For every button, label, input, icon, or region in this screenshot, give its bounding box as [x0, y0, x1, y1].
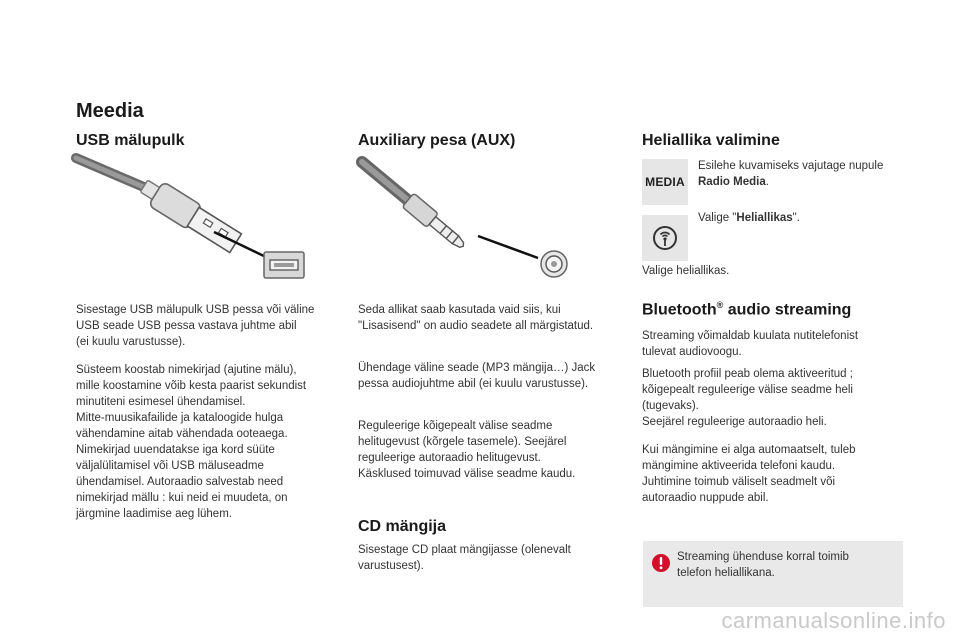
usb-paragraph-2: Süsteem koostab nimekirjad (ajutine mälu), mille koostamine võib kesta paarist sekundist minutiteni esimesel ühendamisel. Mitte-muusikafailide ja kataloogide hulga vähendamine aitab vähendada ooteaega. Nimekirjad uuendatakse iga kord süüte väljalülitamisel või USB mäluseadme ühendamisel. Autoraadio salvestab need nimekirjad mällu : kui neid ei muudeta, on järgmine laadimise aeg lühem.	[76, 364, 307, 520]
note-box	[643, 541, 903, 607]
aux-paragraph-1: Seda allikat saab kasutada vaid siis, kui "Lisasisend" on audio seadete all märgistatud.	[358, 304, 594, 332]
source-step-1: Esilehe kuvamiseks vajutage nupule Radio Media.	[698, 160, 884, 188]
aux-heading: Auxiliary pesa (AUX)	[358, 132, 516, 149]
page-title: Meedia	[76, 100, 144, 122]
media-button: MEDIA	[642, 159, 688, 205]
source-step-3: Valige heliallikas.	[642, 265, 730, 277]
bluetooth-paragraph-3: Kui mängimine ei alga automaatselt, tuleb mängimine aktiveerida telefoni kaudu. Juhtimine toimub väliselt seadmelt või autoraadio nuppude abil.	[642, 444, 856, 504]
cd-heading: CD mängija	[358, 518, 447, 535]
aux-paragraph-2: Ühendage väline seade (MP3 mängija…) Jack pessa audiojuhtme abil (ei kuulu varustusse).	[358, 362, 596, 390]
source-heading: Heliallika valimine	[642, 132, 780, 149]
note-text: Streaming ühenduse korral toimib telefon heliallikana.	[677, 551, 849, 579]
bluetooth-paragraph-2: Bluetooth profiil peab olema aktiveeritud ; kõigepealt reguleerige välise seadme heli (tugevaks). Seejärel reguleerige autoraadio heli.	[642, 368, 853, 428]
bluetooth-paragraph-1: Streaming võimaldab kuulata nutitelefonist tulevat audiovoogu.	[642, 330, 859, 358]
aux-paragraph-3: Reguleerige kõigepealt välise seadme helitugevust (kõrgele tasemele). Seejärel reguleerige autoraadio helitugevust. Käsklused toimuvad välise seadme kaudu.	[358, 420, 576, 480]
source-step-2: Valige "Heliallikas".	[698, 212, 800, 224]
watermark: carmanualsonline.info	[721, 608, 946, 633]
usb-illustration	[76, 150, 316, 285]
aux-jack-illustration	[358, 152, 588, 282]
cd-paragraph: Sisestage CD plaat mängijasse (olenevalt varustusest).	[358, 544, 571, 572]
usb-heading: USB mälupulk	[76, 132, 185, 149]
radio-source-button	[642, 215, 688, 261]
radio-source-icon	[651, 224, 679, 252]
warning-icon	[651, 553, 671, 573]
usb-paragraph-1: Sisestage USB mälupulk USB pessa või väline USB seade USB pessa vastava juhtme abil (ei kuulu varustusse).	[76, 304, 315, 348]
bluetooth-heading: Bluetooth® audio streaming	[642, 300, 852, 319]
